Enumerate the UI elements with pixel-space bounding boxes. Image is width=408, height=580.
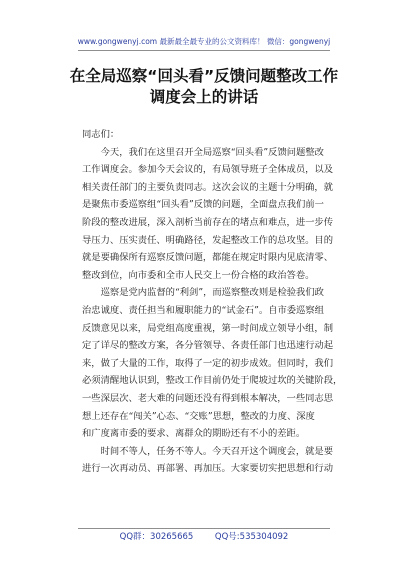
body-line: 导压力、压实责任、明确路径，发起整改工作的总攻坚。目的 [82, 234, 334, 246]
header-divider [78, 50, 330, 51]
body-line: 定了详尽的整改方案，各分管领导、各责任部门也迅速行动起 [82, 340, 334, 352]
body-line: 今天，我们在这里召开全局巡察“回头看”反馈问题整改 [82, 146, 324, 158]
document-body [82, 126, 343, 478]
body-line: 同志们： [82, 129, 120, 140]
document-title [40, 66, 368, 108]
body-line: 时间不等人，任务不等人。今天召开这个调度会，就是要 [82, 445, 334, 457]
body-line: 一些深层次、老大难的问题还没有得到根本解决，一些同志思 [82, 392, 334, 404]
title-line-1: 在全局巡察“回头看”反馈问题整改工作 [69, 67, 339, 85]
site-header: www.gongwenyj.com 最新最全最专业的公文资料库！ 微信：gongwenyj [77, 37, 331, 46]
footer-divider [78, 528, 330, 529]
body-line: 想上还存在“闯关”心态、“交账”思想，整改的力度、深度 [82, 410, 315, 422]
body-line: 是聚焦市委巡察组“回头看”反馈的问题，全面盘点我们前一 [82, 199, 324, 211]
body-line: 就是要确保所有巡察反馈问题，都能在规定时限内见底清零、 [82, 252, 334, 264]
body-line: 整改到位，向市委和全市人民交上一份合格的政治答卷。 [82, 269, 315, 281]
body-line: 和广度离市委的要求、离群众的期盼还有不小的差距。 [82, 428, 306, 440]
body-line: 来，做了大量的工作，取得了一定的初步成效。但同时，我们 [82, 357, 334, 369]
body-line: 巡察是党内监督的“利剑”，而巡察整改则是检验我们政 [82, 287, 324, 299]
body-line: 必须清醒地认识到，整改工作目前仍处于爬坡过坎的关键阶段， [82, 375, 343, 387]
body-line: 工作调度会。参加今天会议的，有局领导班子全体成员，以及 [82, 164, 334, 176]
body-line: 阶段的整改进展，深入剖析当前存在的堵点和难点，进一步传 [82, 216, 334, 228]
title-line-2: 调度会上的讲话 [149, 88, 259, 106]
body-line: 反馈意见以来，局党组高度重视，第一时间成立领导小组，制 [82, 322, 334, 334]
body-line: 治忠诚度、责任担当和履职能力的“试金石”。自市委巡察组 [82, 304, 324, 316]
site-footer: QQ群：30265665 QQ号:535304092 [119, 532, 289, 542]
body-line: 进行一次再动员、再部署、再加压。大家要切实把思想和行动 [82, 463, 334, 475]
body-line: 相关责任部门的主要负责同志。这次会议的主题十分明确，就 [82, 181, 334, 193]
